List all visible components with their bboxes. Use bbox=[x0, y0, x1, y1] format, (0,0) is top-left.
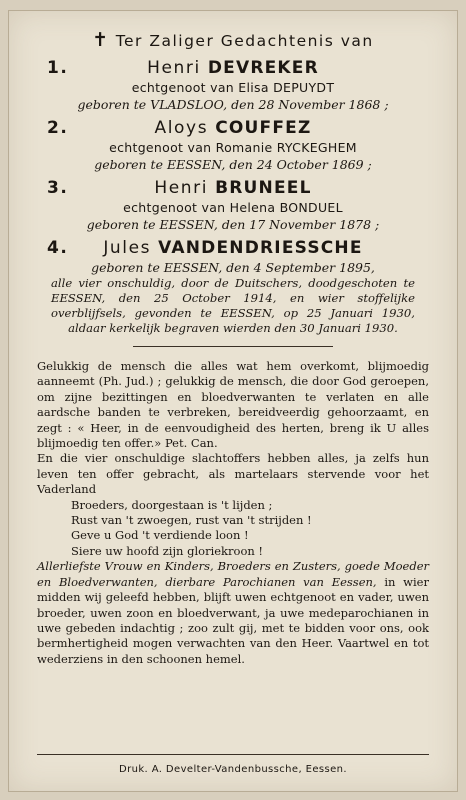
entry-name-line bbox=[37, 57, 429, 79]
card-title bbox=[37, 29, 429, 51]
entry-number: 3. bbox=[47, 178, 69, 198]
title-text: Ter Zaliger Gedachtenis van bbox=[115, 32, 374, 50]
memorial-card bbox=[8, 10, 458, 792]
entry-surname: COUFFEZ bbox=[215, 118, 312, 138]
poem-line: Rust van 't zwoegen, rust van 't strijden ! bbox=[71, 513, 312, 528]
entry-number: 2. bbox=[47, 118, 69, 138]
paragraph-1: Gelukkig de mensch die alles wat hem overkomt, blijmoedig aanneemt (Ph. Jud.) ; gelukkig de mensch, die door God geroepen, om zijne bezittingen en bloedverwanten te verlaten en alle aardsche banden te verbreken, bereidveerdig gehoorzaamt, en zegt : « Heer, in de eenvoudigheid des herten, breng ik U alles blijmoedig ten offer.» Pet. Can. bbox=[37, 359, 429, 451]
poem-line: Broeders, doorgestaan is 't lijden ; bbox=[71, 497, 273, 512]
paragraph-3-address: Allerliefste Vrouw en Kinders, Broeders en Zusters, goede Moeder en Bloedverwanten, dierbare Parochianen van Eessen, bbox=[37, 559, 429, 589]
entry-spouse: echtgenoot van Elisa DEPUYDT bbox=[131, 80, 335, 95]
entry-1 bbox=[37, 57, 429, 113]
entry-surname: DEVREKER bbox=[207, 58, 319, 78]
paragraph-3-rest: in wier midden wij geleefd hebben, blijft uwen echtgenoot en vader, uwen broeder, uwen zoon en bloedverwant, ja uwe medeparochianen in uwe gebeden indachtig ; zoo zult gij, met te bidden voor ons, ook bermhertigheid mogen verwachten van den Heer. Vaartwel en tot wederziens in den schoonen hemel. bbox=[37, 574, 429, 666]
death-text: alle vier onschuldig, door de Duitschers, doodgeschoten te EESSEN, den 25 October 1914, en wier stoffelijke overblijfsels, gevonden te EESSEN, op 25 Januari 1930, aldaar kerkelijk begraven wierden den 30 Januari 1930. bbox=[51, 276, 415, 335]
entry-name-line bbox=[37, 237, 429, 259]
entry-surname: VANDENDRIESSCHE bbox=[158, 238, 363, 258]
entry-name-line bbox=[37, 177, 429, 199]
entry-given-name: Aloys bbox=[154, 118, 209, 138]
paragraph-2: En die vier onschuldige slachtoffers hebben alles, ja zelfs hun leven ten offer gebracht, als martelaars stervende voor het Vaderland bbox=[37, 451, 429, 497]
poem bbox=[37, 498, 429, 560]
entry-number: 4. bbox=[47, 238, 69, 258]
entry-given-name: Henri bbox=[147, 58, 201, 78]
entry-3 bbox=[37, 177, 429, 233]
entry-spouse: echtgenoot van Helena BONDUEL bbox=[123, 200, 343, 215]
entry-birth: geboren te EESSEN, den 4 September 1895, bbox=[91, 260, 375, 275]
entry-birth: geboren te EESSEN, den 24 October 1869 ; bbox=[94, 157, 372, 172]
paragraph-3 bbox=[37, 559, 429, 667]
entry-2 bbox=[37, 117, 429, 173]
poem-line: Geve u God 't verdiende loon ! bbox=[71, 528, 249, 543]
entry-birth: geboren te EESSEN, den 17 November 1878 ; bbox=[86, 217, 380, 232]
divider bbox=[133, 346, 333, 347]
entry-number: 1. bbox=[47, 58, 69, 78]
cross-icon: ✝ bbox=[92, 29, 110, 51]
entry-given-name: Henri bbox=[154, 178, 209, 198]
entry-4 bbox=[37, 237, 429, 276]
footer-divider bbox=[37, 754, 429, 755]
entry-surname: BRUNEEL bbox=[215, 178, 312, 198]
printer-footer: Druk. A. Develter-Vandenbussche, Eessen. bbox=[119, 764, 347, 775]
entry-birth: geboren te VLADSLOO, den 28 November 1868 ; bbox=[77, 97, 389, 112]
entry-spouse: echtgenoot van Romanie RYCKEGHEM bbox=[109, 140, 357, 155]
entry-name-line bbox=[37, 117, 429, 139]
entry-given-name: Jules bbox=[103, 238, 152, 258]
poem-line: Siere uw hoofd zijn gloriekroon ! bbox=[71, 543, 264, 558]
